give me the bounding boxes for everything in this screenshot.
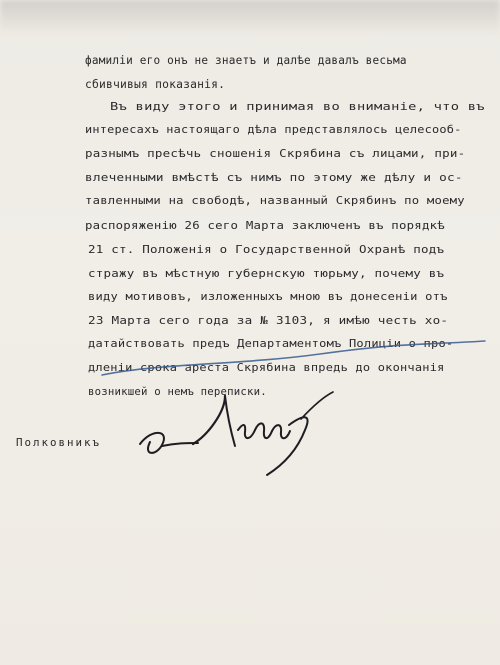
text-line-7: тавленными на свободѣ, названный Скрябинъ по моему [85, 195, 465, 207]
text-line-9: 21 ст. Положенiя о Государственной Охранѣ подъ [88, 243, 445, 256]
text-line-15: возникшей о немъ переписки. [88, 385, 267, 398]
signature-label: Полковникъ [16, 436, 102, 449]
text-line-5: разнымъ пресѣчь сношенiя Скрябина съ лицами, при- [85, 148, 466, 160]
text-line-11: виду мотивовъ, изложенныхъ мною въ донесенiи отъ [88, 290, 448, 303]
text-line-12: 23 Марта сего года за № 3103, я имѣю честь хо- [88, 314, 449, 327]
text-line-13: датайствовать предъ Департаментомъ Полицiи о про- [88, 338, 454, 350]
text-line-3: Въ виду этого и принимая во вниманiе, что въ [110, 100, 485, 113]
text-line-10: стражу въ мѣстную губернскую тюрьму, почему въ [88, 267, 445, 280]
text-line-14: дленiи срока ареста Скрябина впредь до окончанiя [88, 361, 445, 374]
text-line-2: сбивчивыя показанiя. [85, 77, 226, 91]
text-line-1: фамилiи его онъ не знаетъ и далѣе давалъ весьма [85, 53, 407, 67]
text-line-6: влеченными вмѣстѣ съ нимъ по этому же дѣлу и ос- [85, 172, 463, 184]
text-line-4: интересахъ настоящаго дѣла представлялось целесооб- [85, 124, 462, 136]
text-line-8: распоряженiю 26 сего Марта заключенъ въ порядкѣ [85, 219, 445, 232]
